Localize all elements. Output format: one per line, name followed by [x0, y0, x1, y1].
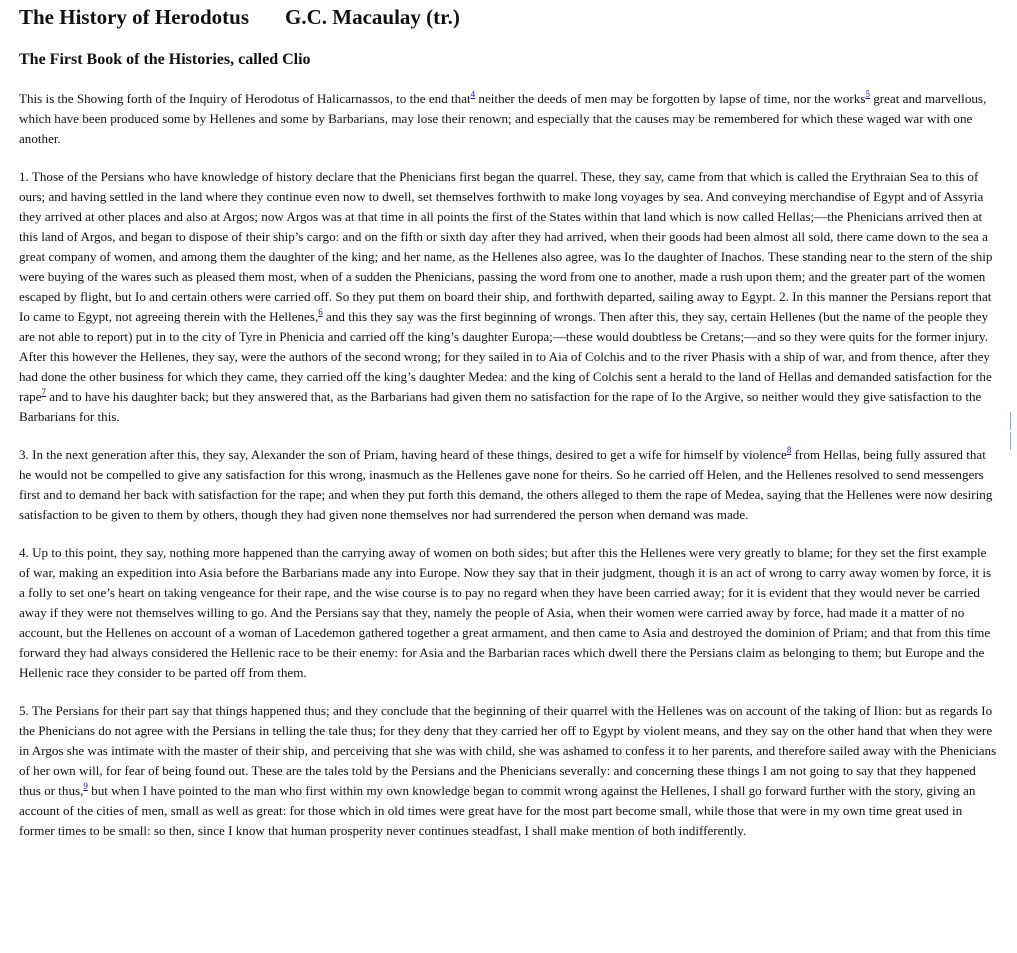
document-header [19, 5, 999, 37]
paragraph-text: great and marvellous, which have been produced some by Hellenes and some by Barbarians, may lose their renown; and especially that the causes may be remembered for which these waged war with one another. [19, 91, 987, 146]
paragraph-text: 3. In the next generation after this, they say, Alexander the son of Priam, having heard of these things, desired to get a wife for himself by violence [19, 447, 787, 462]
translator-credit: G.C. Macaulay (tr.) [285, 5, 460, 29]
paragraph-intro [19, 89, 999, 149]
footnote-link[interactable]: 5 [865, 89, 870, 99]
paragraph-text: 5. The Persians for their part say that things happened thus; and they conclude that the beginning of their quarrel with the Hellenes was on account of the taking of Ilion: but as regards Io the Phenicians do not agree with the Persians in telling the tale thus; for they deny that they carried her off to Egypt by violent means, and they say on the other hand that when they were in Argos she was intimate with the master of their ship, and perceiving that she was with child, she was ashamed to confess it to her parents, and therefore sailed away with the Phenicians of her own will, for fear of being found out. These are the tales told by the Persians and the Phenicians severally: and concerning these things I am not going to say that they happened thus or thus, [19, 703, 997, 798]
footnote-link[interactable]: 4 [470, 89, 476, 99]
footnote-link[interactable]: 9 [83, 781, 88, 791]
footnote-link[interactable]: 8 [786, 445, 792, 455]
paragraph-section-1-2 [19, 167, 999, 427]
paragraph-text: 1. Those of the Persians who have knowledge of history declare that the Phenicians first began the quarrel. These, they say, came from that which is called the Erythraian Sea to this of ours; and having settled in the land where they continue even now to dwell, set themselves forthwith to make long voyages by sea. And conveying merchandise of Egypt and of Assyria they arrived at other places and also at Argos; now Argos was at that time in all points the first of the States within that land which is now called Hellas;—the Phenicians arrived then at this land of Argos, and began to dispose of their ship’s cargo: and on the fifth or sixth day after they had arrived, when their goods had been almost all sold, there came down to the sea a great company of women, and among them the daughter of the king; and her name, as the Hellenes also agree, was Io the daughter of Inachos. These standing near to the stern of the ship were buying of the wares such as pleased them most, when of a sudden the Phenicians, passing the word from one to another, made a rush upon them; and the greater part of the women escaped by flight, but Io and certain others were carried off. So they put them on board their ship, and forthwith departed, sailing away to Egypt. 2. In this manner the Persians report that Io came to Egypt, not agreeing therein with the Hellenes, [19, 169, 993, 324]
paragraph-section-3 [19, 445, 999, 525]
page-edge-marker [1010, 432, 1011, 450]
page-edge-marker [1010, 412, 1011, 430]
footnote-link[interactable]: 6 [318, 307, 323, 317]
paragraph-text: neither the deeds of men may be forgotten by lapse of time, nor the works [475, 91, 866, 106]
paragraph-text: but when I have pointed to the man who first within my own knowledge began to commit wrong against the Hellenes, I shall go forward further with the story, giving an account of the cities of men, small as well as great: for those which in old times were great have for the most part become small, while those that were in my own time great used in former times to be small: so then, since I know that human prosperity never continues steadfast, I shall make mention of both indifferently. [19, 783, 976, 838]
paragraph-section-4 [19, 543, 999, 683]
paragraph-text: 4. Up to this point, they say, nothing more happened than the carrying away of women on both sides; but after this the Hellenes were very greatly to blame; for they set the first example of war, making an expedition into Asia before the Barbarians made any into Europe. Now they say that in their judgment, though it is an act of wrong to carry away women by force, it is a folly to set one’s heart on taking vengeance for their rape, and the wise course is to pay no regard when they have been carried away; for it is evident that they would never be carried away if they were not themselves willing to go. And the Persians say that they, namely the people of Asia, when their women were carried away by force, had made it a matter of no account, but the Hellenes on account of a woman of Lacedemon gathered together a great armament, and then came to Asia and destroyed the dominion of Priam; and that from this time forward they had always considered the Hellenic race to be their enemy: for Asia and the Barbarian races which dwell there the Persians claim as belonging to them; but Europe and the Hellenic race they consider to be parted off from them. [19, 545, 992, 680]
paragraph-text: and this they say was the first beginning of wrongs. Then after this, they say, certain Hellenes (but the name of the people they are not able to report) put in to the city of Tyre in Phenicia and carried off the king’s daughter Europa;—these would doubtless be Cretans;—and so they were quits for the former injury. After this however the Hellenes, they say, were the authors of the second wrong; for they sailed in to Aia of Colchis and to the river Phasis with a ship of war, and from thence, after they had done the other business for which they came, they carried off the king’s daughter Medea: and the king of Colchis sent a herald to the land of Hellas and demanded satisfaction for the rape [19, 309, 992, 404]
document-page [19, 0, 999, 841]
footnote-link[interactable]: 7 [41, 387, 47, 397]
book-subtitle: The First Book of the Histories, called Clio [19, 51, 311, 68]
book-title: The History of Herodotus [19, 5, 250, 29]
paragraph-text: from Hellas, being fully assured that he would not be compelled to give any satisfaction for this wrong, inasmuch as the Hellenes gave none for theirs. So he carried off Helen, and the Hellenes resolved to send messengers first and to demand her back with satisfaction for the rape; and when they put forth this demand, the others alleged to them the rape of Medea, saying that the Hellenes were now desiring satisfaction to be given to them by others, though they had given none themselves nor had surrendered the person when demand was made. [19, 447, 993, 522]
paragraph-text: and to have his daughter back; but they answered that, as the Barbarians had given them no satisfaction for the rape of Io the Argive, so neither would they give satisfaction to the Barbarians for this. [19, 389, 982, 424]
paragraph-text: This is the Showing forth of the Inquiry of Herodotus of Halicarnassos, to the end that [19, 91, 471, 106]
paragraph-section-5 [19, 701, 999, 841]
